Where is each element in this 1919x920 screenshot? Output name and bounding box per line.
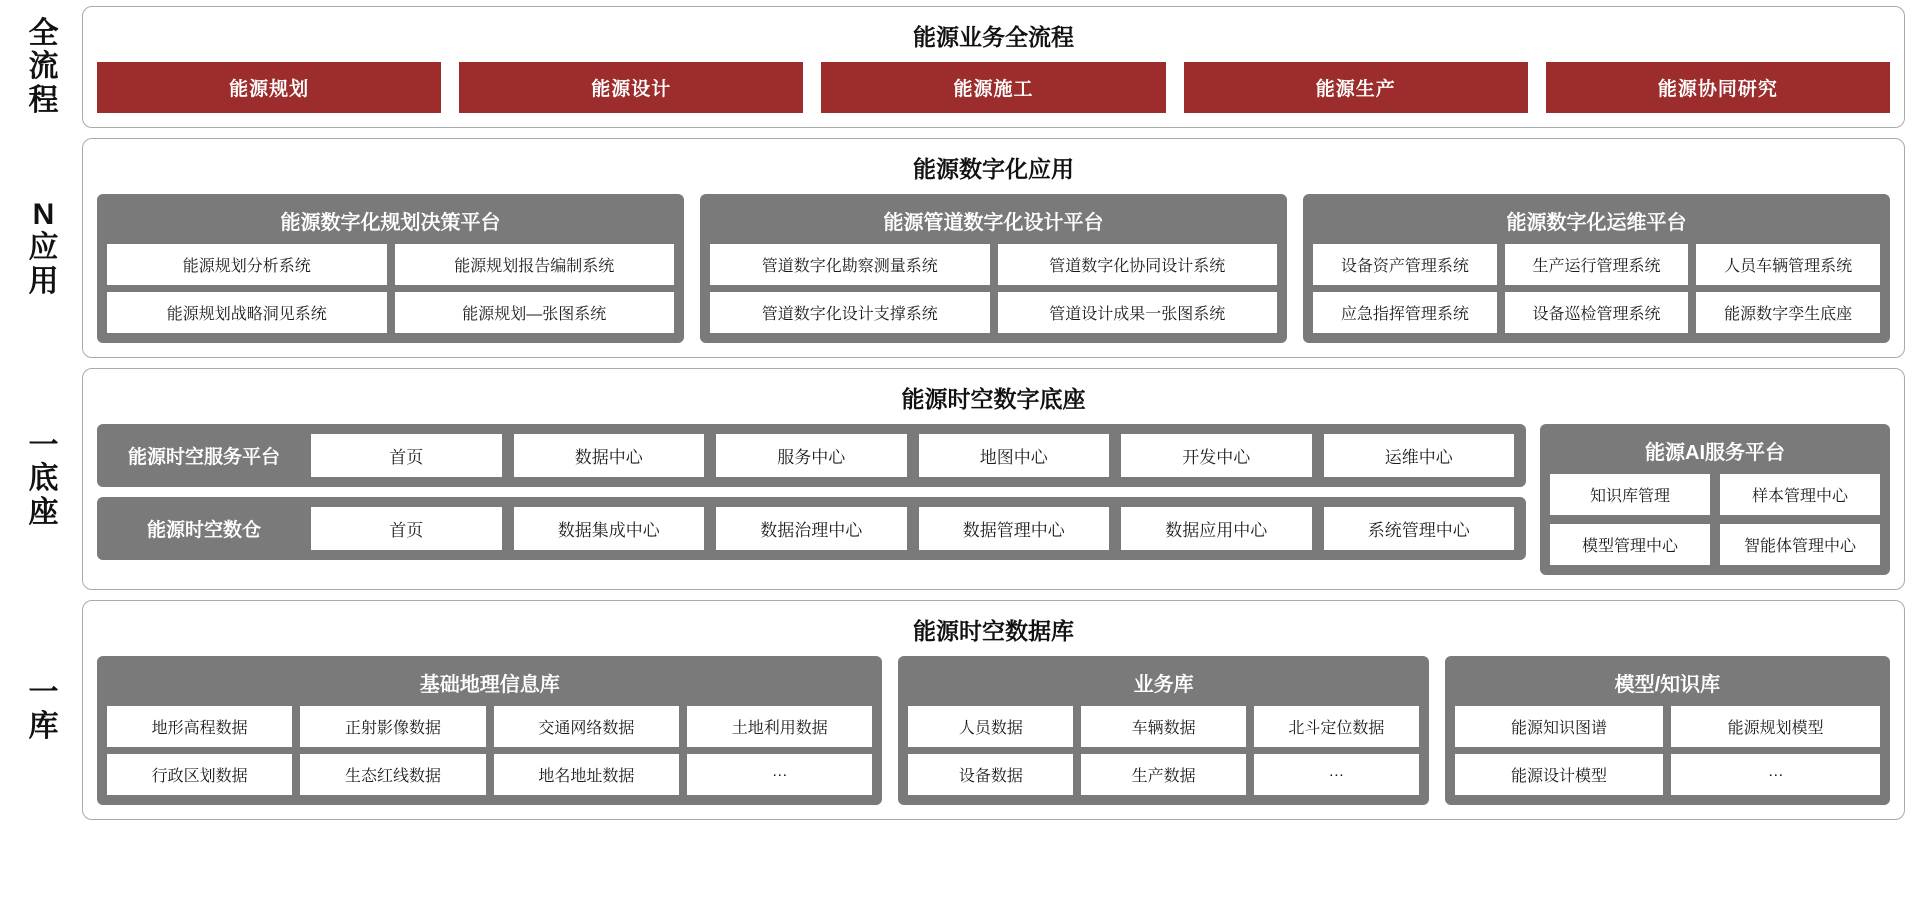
- database-item[interactable]: 生态红线数据: [300, 754, 485, 795]
- base-strip-item[interactable]: 运维中心: [1324, 434, 1515, 477]
- row-database: [6, 600, 1905, 820]
- database-item-grid: [908, 706, 1418, 795]
- application-item[interactable]: 应急指挥管理系统: [1313, 292, 1497, 333]
- application-item[interactable]: 管道数字化协同设计系统: [998, 244, 1278, 285]
- database-column-title: 基础地理信息库: [419, 674, 560, 696]
- row-applications: [6, 138, 1905, 358]
- application-column-title: 能源数字化运维平台: [1506, 212, 1687, 234]
- application-column-operation: [1303, 194, 1890, 343]
- database-item[interactable]: 交通网络数据: [494, 706, 679, 747]
- ai-item[interactable]: 样本管理中心: [1720, 474, 1880, 515]
- database-item[interactable]: 地名地址数据: [494, 754, 679, 795]
- database-item-row: [1455, 706, 1880, 747]
- base-strip-service-platform: [97, 424, 1526, 487]
- base-strip-label: 能源时空数仓: [146, 520, 261, 541]
- panel-database: [82, 600, 1905, 820]
- process-chip[interactable]: 能源设计: [459, 62, 803, 113]
- base-strip-item[interactable]: 首页: [311, 507, 502, 550]
- process-chip-list: [97, 62, 1890, 113]
- application-item[interactable]: 能源规划分析系统: [107, 244, 387, 285]
- application-column-planning: [97, 194, 684, 343]
- database-item[interactable]: 能源知识图谱: [1455, 706, 1664, 747]
- database-item[interactable]: 人员数据: [908, 706, 1073, 747]
- database-column-model: [1445, 656, 1890, 805]
- database-item-row: [107, 754, 872, 795]
- application-item[interactable]: 设备资产管理系统: [1313, 244, 1497, 285]
- row-base: [6, 368, 1905, 590]
- base-strip-item[interactable]: 首页: [311, 434, 502, 477]
- database-item-row: [908, 754, 1418, 795]
- database-item-row: [107, 706, 872, 747]
- panel-base: [82, 368, 1905, 590]
- database-item[interactable]: 车辆数据: [1081, 706, 1246, 747]
- rail-database-label: 一库: [28, 676, 60, 743]
- database-column-title: 业务库: [1133, 674, 1194, 696]
- application-item[interactable]: 能源规划战略洞见系统: [107, 292, 387, 333]
- rail-base-label: 一底座: [28, 428, 60, 529]
- panel-database-title: 能源时空数据库: [913, 618, 1074, 644]
- base-strip-data-warehouse: [97, 497, 1526, 560]
- application-item[interactable]: 设备巡检管理系统: [1505, 292, 1689, 333]
- database-column-geo: [97, 656, 882, 805]
- database-columns: [97, 656, 1890, 805]
- base-strips: [97, 424, 1526, 575]
- ai-item[interactable]: 知识库管理: [1550, 474, 1710, 515]
- application-item[interactable]: 能源规划—张图系统: [395, 292, 675, 333]
- panel-base-title: 能源时空数字底座: [901, 386, 1086, 412]
- ai-service-platform: [1540, 424, 1890, 575]
- rail-base: [6, 368, 82, 590]
- ai-item[interactable]: 模型管理中心: [1550, 524, 1710, 565]
- base-strip-item[interactable]: 系统管理中心: [1324, 507, 1515, 550]
- database-column-business: [898, 656, 1428, 805]
- application-item-grid: [1313, 244, 1880, 333]
- database-item[interactable]: 能源规划模型: [1671, 706, 1880, 747]
- panel-applications: [82, 138, 1905, 358]
- base-strip-items: [311, 507, 1514, 550]
- application-item[interactable]: 管道设计成果一张图系统: [998, 292, 1278, 333]
- application-column-title: 能源数字化规划决策平台: [280, 212, 501, 234]
- ai-item-grid: [1550, 474, 1880, 565]
- rail-applications: [6, 138, 82, 358]
- process-chip[interactable]: 能源规划: [97, 62, 441, 113]
- database-item-row: [1455, 754, 1880, 795]
- application-item[interactable]: 人员车辆管理系统: [1696, 244, 1880, 285]
- base-strip-item[interactable]: 数据中心: [514, 434, 705, 477]
- database-item-grid: [1455, 706, 1880, 795]
- application-column-design: [700, 194, 1287, 343]
- base-strip-item[interactable]: 服务中心: [716, 434, 907, 477]
- database-item[interactable]: 行政区划数据: [107, 754, 292, 795]
- rail-full-process-label: 全流程: [28, 16, 60, 117]
- database-item[interactable]: 能源设计模型: [1455, 754, 1664, 795]
- application-item-row: [1313, 292, 1880, 333]
- application-columns: [97, 194, 1890, 343]
- application-item-row: [107, 292, 674, 333]
- application-item[interactable]: 能源数字孪生底座: [1696, 292, 1880, 333]
- database-item-more[interactable]: …: [1671, 754, 1880, 795]
- application-item-row: [107, 244, 674, 285]
- application-item-grid: [107, 244, 674, 333]
- application-item[interactable]: 管道数字化勘察测量系统: [710, 244, 990, 285]
- database-item[interactable]: 土地利用数据: [687, 706, 872, 747]
- base-strip-items: [311, 434, 1514, 477]
- base-strip-label: 能源时空服务平台: [127, 447, 280, 468]
- base-strip-item[interactable]: 数据治理中心: [716, 507, 907, 550]
- database-item-more[interactable]: …: [687, 754, 872, 795]
- database-item[interactable]: 正射影像数据: [300, 706, 485, 747]
- ai-item[interactable]: 智能体管理中心: [1720, 524, 1880, 565]
- panel-full-process-title: 能源业务全流程: [913, 24, 1074, 50]
- process-chip[interactable]: 能源生产: [1184, 62, 1528, 113]
- base-strip-item[interactable]: 开发中心: [1121, 434, 1312, 477]
- ai-item-row: [1550, 474, 1880, 515]
- process-chip[interactable]: 能源协同研究: [1546, 62, 1890, 113]
- ai-item-row: [1550, 524, 1880, 565]
- database-item[interactable]: 地形高程数据: [107, 706, 292, 747]
- application-item-row: [710, 292, 1277, 333]
- panel-full-process: [82, 6, 1905, 128]
- panel-applications-title: 能源数字化应用: [913, 156, 1074, 182]
- ai-service-platform-title: 能源AI服务平台: [1645, 442, 1785, 464]
- application-item-row: [710, 244, 1277, 285]
- database-item-grid: [107, 706, 872, 795]
- process-chip[interactable]: 能源施工: [821, 62, 1165, 113]
- base-strip-item[interactable]: 数据管理中心: [919, 507, 1110, 550]
- rail-database: [6, 600, 82, 820]
- application-item-row: [1313, 244, 1880, 285]
- database-item[interactable]: 北斗定位数据: [1254, 706, 1419, 747]
- database-item[interactable]: 设备数据: [908, 754, 1073, 795]
- database-item-more[interactable]: …: [1254, 754, 1419, 795]
- application-item[interactable]: 管道数字化设计支撑系统: [710, 292, 990, 333]
- application-item-grid: [710, 244, 1277, 333]
- application-item[interactable]: 生产运行管理系统: [1505, 244, 1689, 285]
- rail-full-process: [6, 6, 82, 128]
- row-full-process: [6, 6, 1905, 128]
- rail-applications-label: N应用: [28, 197, 60, 298]
- base-strip-item[interactable]: 数据应用中心: [1121, 507, 1312, 550]
- base-strip-item[interactable]: 数据集成中心: [514, 507, 705, 550]
- application-column-title: 能源管道数字化设计平台: [883, 212, 1104, 234]
- database-column-title: 模型/知识库: [1614, 674, 1721, 696]
- application-item[interactable]: 能源规划报告编制系统: [395, 244, 675, 285]
- database-item[interactable]: 生产数据: [1081, 754, 1246, 795]
- base-content: [97, 424, 1890, 575]
- base-strip-item[interactable]: 地图中心: [919, 434, 1110, 477]
- database-item-row: [908, 706, 1418, 747]
